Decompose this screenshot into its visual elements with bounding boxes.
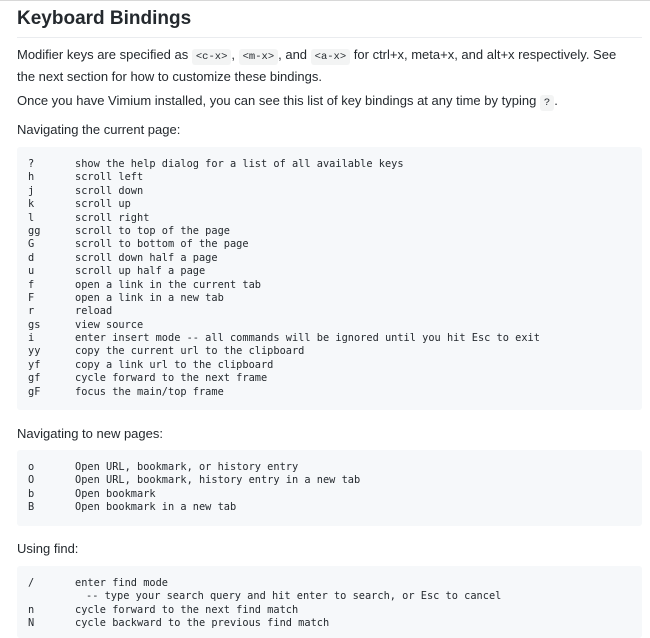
keybinding-key: gf — [28, 372, 41, 385]
section-heading-find: Using find: — [17, 541, 79, 556]
keybinding-row — [17, 158, 642, 171]
section-heading-nav-new: Navigating to new pages: — [17, 426, 163, 441]
keybinding-key: l — [28, 211, 35, 224]
keybinding-row — [17, 501, 642, 514]
keybinding-key: n — [28, 603, 35, 616]
alt-key-code: <a-x> — [311, 49, 351, 65]
keybinding-row — [17, 617, 642, 630]
keybinding-row — [17, 319, 642, 332]
keybinding-description: show the help dialog for a list of all available keys — [75, 158, 404, 170]
keybinding-description: scroll down half a page — [75, 251, 218, 264]
keybinding-description: Open URL, bookmark, or history entry — [75, 461, 299, 473]
keybinding-description: scroll up half a page — [75, 265, 206, 278]
keybinding-row — [17, 292, 642, 305]
keybinding-description: cycle forward to the next frame — [75, 372, 268, 385]
keybinding-description: enter find mode — [75, 577, 168, 589]
keybinding-row — [17, 225, 642, 238]
keybinding-description: open a link in a new tab — [75, 291, 224, 304]
keybinding-key: G — [28, 238, 35, 251]
keybinding-row — [17, 372, 642, 385]
keybinding-row — [17, 171, 642, 184]
intro-text-3: , and — [278, 47, 311, 62]
keybinding-description: Open bookmark — [75, 487, 156, 500]
keybinding-description: scroll right — [75, 211, 150, 224]
keybinding-description: scroll left — [75, 171, 144, 184]
intro-text-1: Modifier keys are specified as — [17, 47, 192, 62]
keybinding-key: O — [28, 474, 35, 487]
keybinding-row — [17, 212, 642, 225]
keybinding-key: yf — [28, 358, 41, 371]
keybinding-description: cycle backward to the previous find match — [75, 617, 330, 630]
code-block-nav-new — [17, 450, 642, 526]
help-key-code: ? — [540, 95, 554, 111]
keybinding-row — [17, 345, 642, 358]
keybinding-description: enter insert mode -- all commands will be ignored until you hit Esc to exit — [75, 332, 540, 345]
keybinding-description: cycle forward to the next find match — [75, 603, 299, 616]
meta-key-code: <m-x> — [239, 49, 279, 65]
keybinding-key: r — [28, 305, 35, 318]
keybinding-key: N — [28, 617, 35, 630]
keybinding-description: copy a link url to the clipboard — [75, 358, 274, 371]
page-heading — [17, 1, 191, 29]
keybinding-description: view source — [75, 318, 144, 331]
install-tail: . — [554, 93, 558, 108]
keybinding-row — [17, 198, 642, 211]
keybinding-key: / — [28, 577, 35, 589]
keybinding-key: k — [28, 198, 35, 211]
page-heading-text: Keyboard Bindings — [17, 8, 192, 29]
keybinding-key: b — [28, 487, 35, 500]
keybinding-description: scroll down — [75, 184, 144, 197]
keybinding-description: scroll to top of the page — [75, 224, 230, 237]
keybinding-row — [17, 252, 642, 265]
keybinding-description: copy the current url to the clipboard — [75, 345, 305, 358]
keybinding-row — [17, 386, 642, 399]
keybinding-description: open a link in the current tab — [75, 278, 261, 291]
heading-divider — [17, 37, 642, 38]
keybinding-row — [17, 577, 642, 590]
keybinding-key: d — [28, 251, 35, 264]
keybinding-row — [17, 332, 642, 345]
keybinding-key: F — [28, 291, 35, 304]
code-block-nav-current — [17, 147, 642, 410]
keybinding-description: scroll up — [75, 198, 131, 211]
keybinding-description: scroll to bottom of the page — [75, 238, 249, 251]
keybinding-key: gg — [28, 224, 41, 237]
intro-text-2: , — [231, 47, 239, 62]
keybinding-row — [17, 604, 642, 617]
keybinding-note: -- type your search query and hit enter to search, or Esc to cancel — [86, 590, 502, 603]
keybinding-list — [17, 577, 642, 631]
keybinding-description: Open bookmark in a new tab — [75, 501, 237, 514]
keybinding-row — [17, 279, 642, 292]
code-block-find — [17, 566, 642, 638]
keybinding-key: o — [28, 461, 35, 473]
keybinding-row — [17, 488, 642, 501]
keybinding-list — [17, 158, 642, 399]
intro-text-4: for ctrl+x, meta+x, and alt+x respectively. See the next section for how to customize these bindings. — [17, 47, 617, 84]
keybinding-row — [17, 590, 642, 603]
keybinding-row — [17, 265, 642, 278]
install-paragraph — [17, 91, 636, 113]
keybinding-key: gs — [28, 318, 41, 331]
keybinding-key: j — [28, 184, 35, 197]
keybinding-row — [17, 474, 642, 487]
keybinding-description: reload — [75, 305, 113, 318]
keybinding-row — [17, 185, 642, 198]
keybinding-row — [17, 359, 642, 372]
keybinding-key: i — [28, 332, 35, 345]
keybinding-description: Open URL, bookmark, history entry in a new tab — [75, 474, 361, 487]
install-text: Once you have Vimium installed, you can see this list of key bindings at any time by typing — [17, 93, 540, 108]
keybinding-key: gF — [28, 385, 41, 398]
keybinding-key: yy — [28, 345, 41, 358]
keybinding-row — [17, 238, 642, 251]
keybinding-key: ? — [28, 158, 35, 170]
keybinding-list — [17, 461, 642, 515]
keybinding-row — [17, 461, 642, 474]
keybinding-key: u — [28, 265, 35, 278]
keybinding-key: f — [28, 278, 35, 291]
keybinding-description: focus the main/top frame — [75, 385, 224, 398]
ctrl-key-code: <c-x> — [192, 49, 232, 65]
keybinding-key: B — [28, 501, 35, 514]
intro-paragraph — [17, 45, 636, 86]
section-heading-nav-current: Navigating the current page: — [17, 122, 181, 137]
keybinding-key: h — [28, 171, 35, 184]
keybinding-row — [17, 305, 642, 318]
